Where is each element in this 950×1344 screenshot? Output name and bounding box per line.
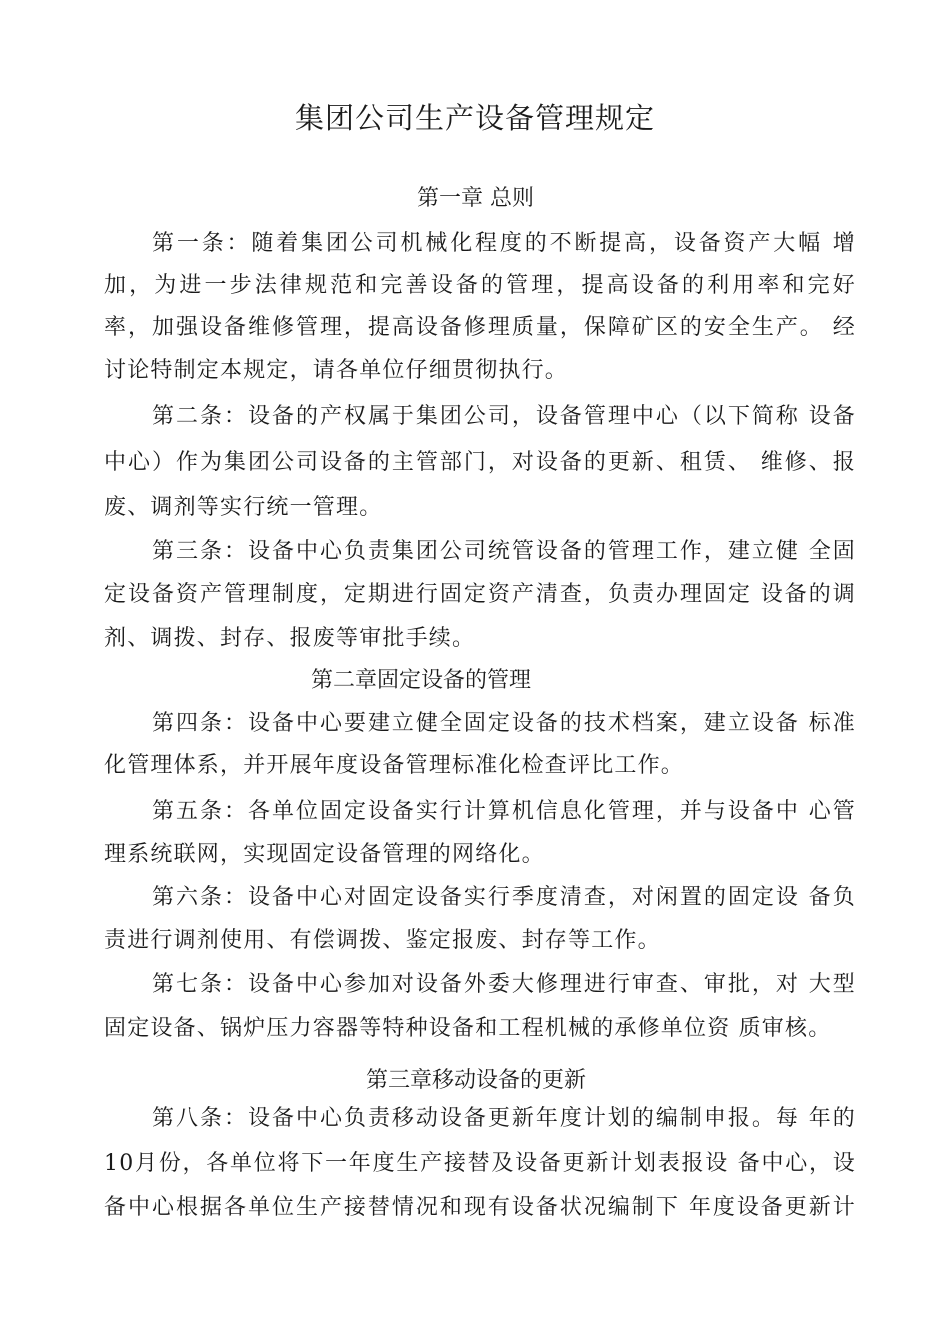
- paragraph-line: 化管理体系，并开展年度设备管理标准化检查评比工作。: [104, 753, 685, 778]
- paragraph-line: 责进行调剂使用、有偿调拨、鉴定报废、封存等工作。: [104, 928, 661, 953]
- paragraph-line: 第二条：设备的产权属于集团公司，设备管理中心（以下简称 设备: [152, 404, 856, 429]
- chapter-heading: 第二章固定设备的管理: [311, 668, 532, 693]
- paragraph-line: 中心）作为集团公司设备的主管部门，对设备的更新、租赁、 维修、报: [104, 450, 856, 475]
- chapter-heading: 第三章移动设备的更新: [366, 1068, 587, 1093]
- paragraph-line: 第一条：随着集团公司机械化程度的不断提高，设备资产大幅 增: [152, 231, 856, 256]
- paragraph-line: 备中心根据各单位生产接替情况和现有设备状况编制下 年度设备更新计: [104, 1195, 856, 1220]
- paragraph-line: 理系统联网，实现固定设备管理的网络化。: [104, 842, 545, 867]
- chapter-heading: 第一章 总则: [417, 186, 534, 211]
- paragraph-line: 第五条：各单位固定设备实行计算机信息化管理，并与设备中 心管: [152, 799, 856, 824]
- paragraph-line: 第八条：设备中心负责移动设备更新年度计划的编制申报。每 年的: [152, 1106, 856, 1131]
- paragraph-line: 第三条：设备中心负责集团公司统管设备的管理工作，建立健 全固: [152, 539, 856, 564]
- paragraph-line: 剂、调拨、封存、报废等审批手续。: [104, 626, 476, 651]
- paragraph-line: 第六条：设备中心对固定设备实行季度清查，对闲置的固定设 备负: [152, 885, 856, 910]
- paragraph-line: 加，为进一步法律规范和完善设备的管理，提高设备的利用率和完好: [104, 273, 856, 298]
- document-title: 集团公司生产设备管理规定: [294, 101, 655, 135]
- paragraph-line: 率，加强设备维修管理，提高设备修理质量，保障矿区的安全生产。 经: [104, 315, 856, 340]
- paragraph-line: 固定设备、锅炉压力容器等特种设备和工程机械的承修单位资 质审核。: [104, 1016, 832, 1041]
- paragraph-line: 第七条：设备中心参加对设备外委大修理进行审查、审批，对 大型: [152, 972, 856, 997]
- paragraph-line: 定设备资产管理制度，定期进行固定资产清查，负责办理固定 设备的调: [104, 582, 856, 607]
- paragraph-line: 废、调剂等实行统一管理。: [104, 495, 383, 520]
- paragraph-line: 讨论特制定本规定，请各单位仔细贯彻执行。: [104, 358, 569, 383]
- paragraph-line: 10月份，各单位将下一年度生产接替及设备更新计划表报设 备中心，设: [104, 1151, 856, 1176]
- paragraph-line: 第四条：设备中心要建立健全固定设备的技术档案，建立设备 标准: [152, 711, 856, 736]
